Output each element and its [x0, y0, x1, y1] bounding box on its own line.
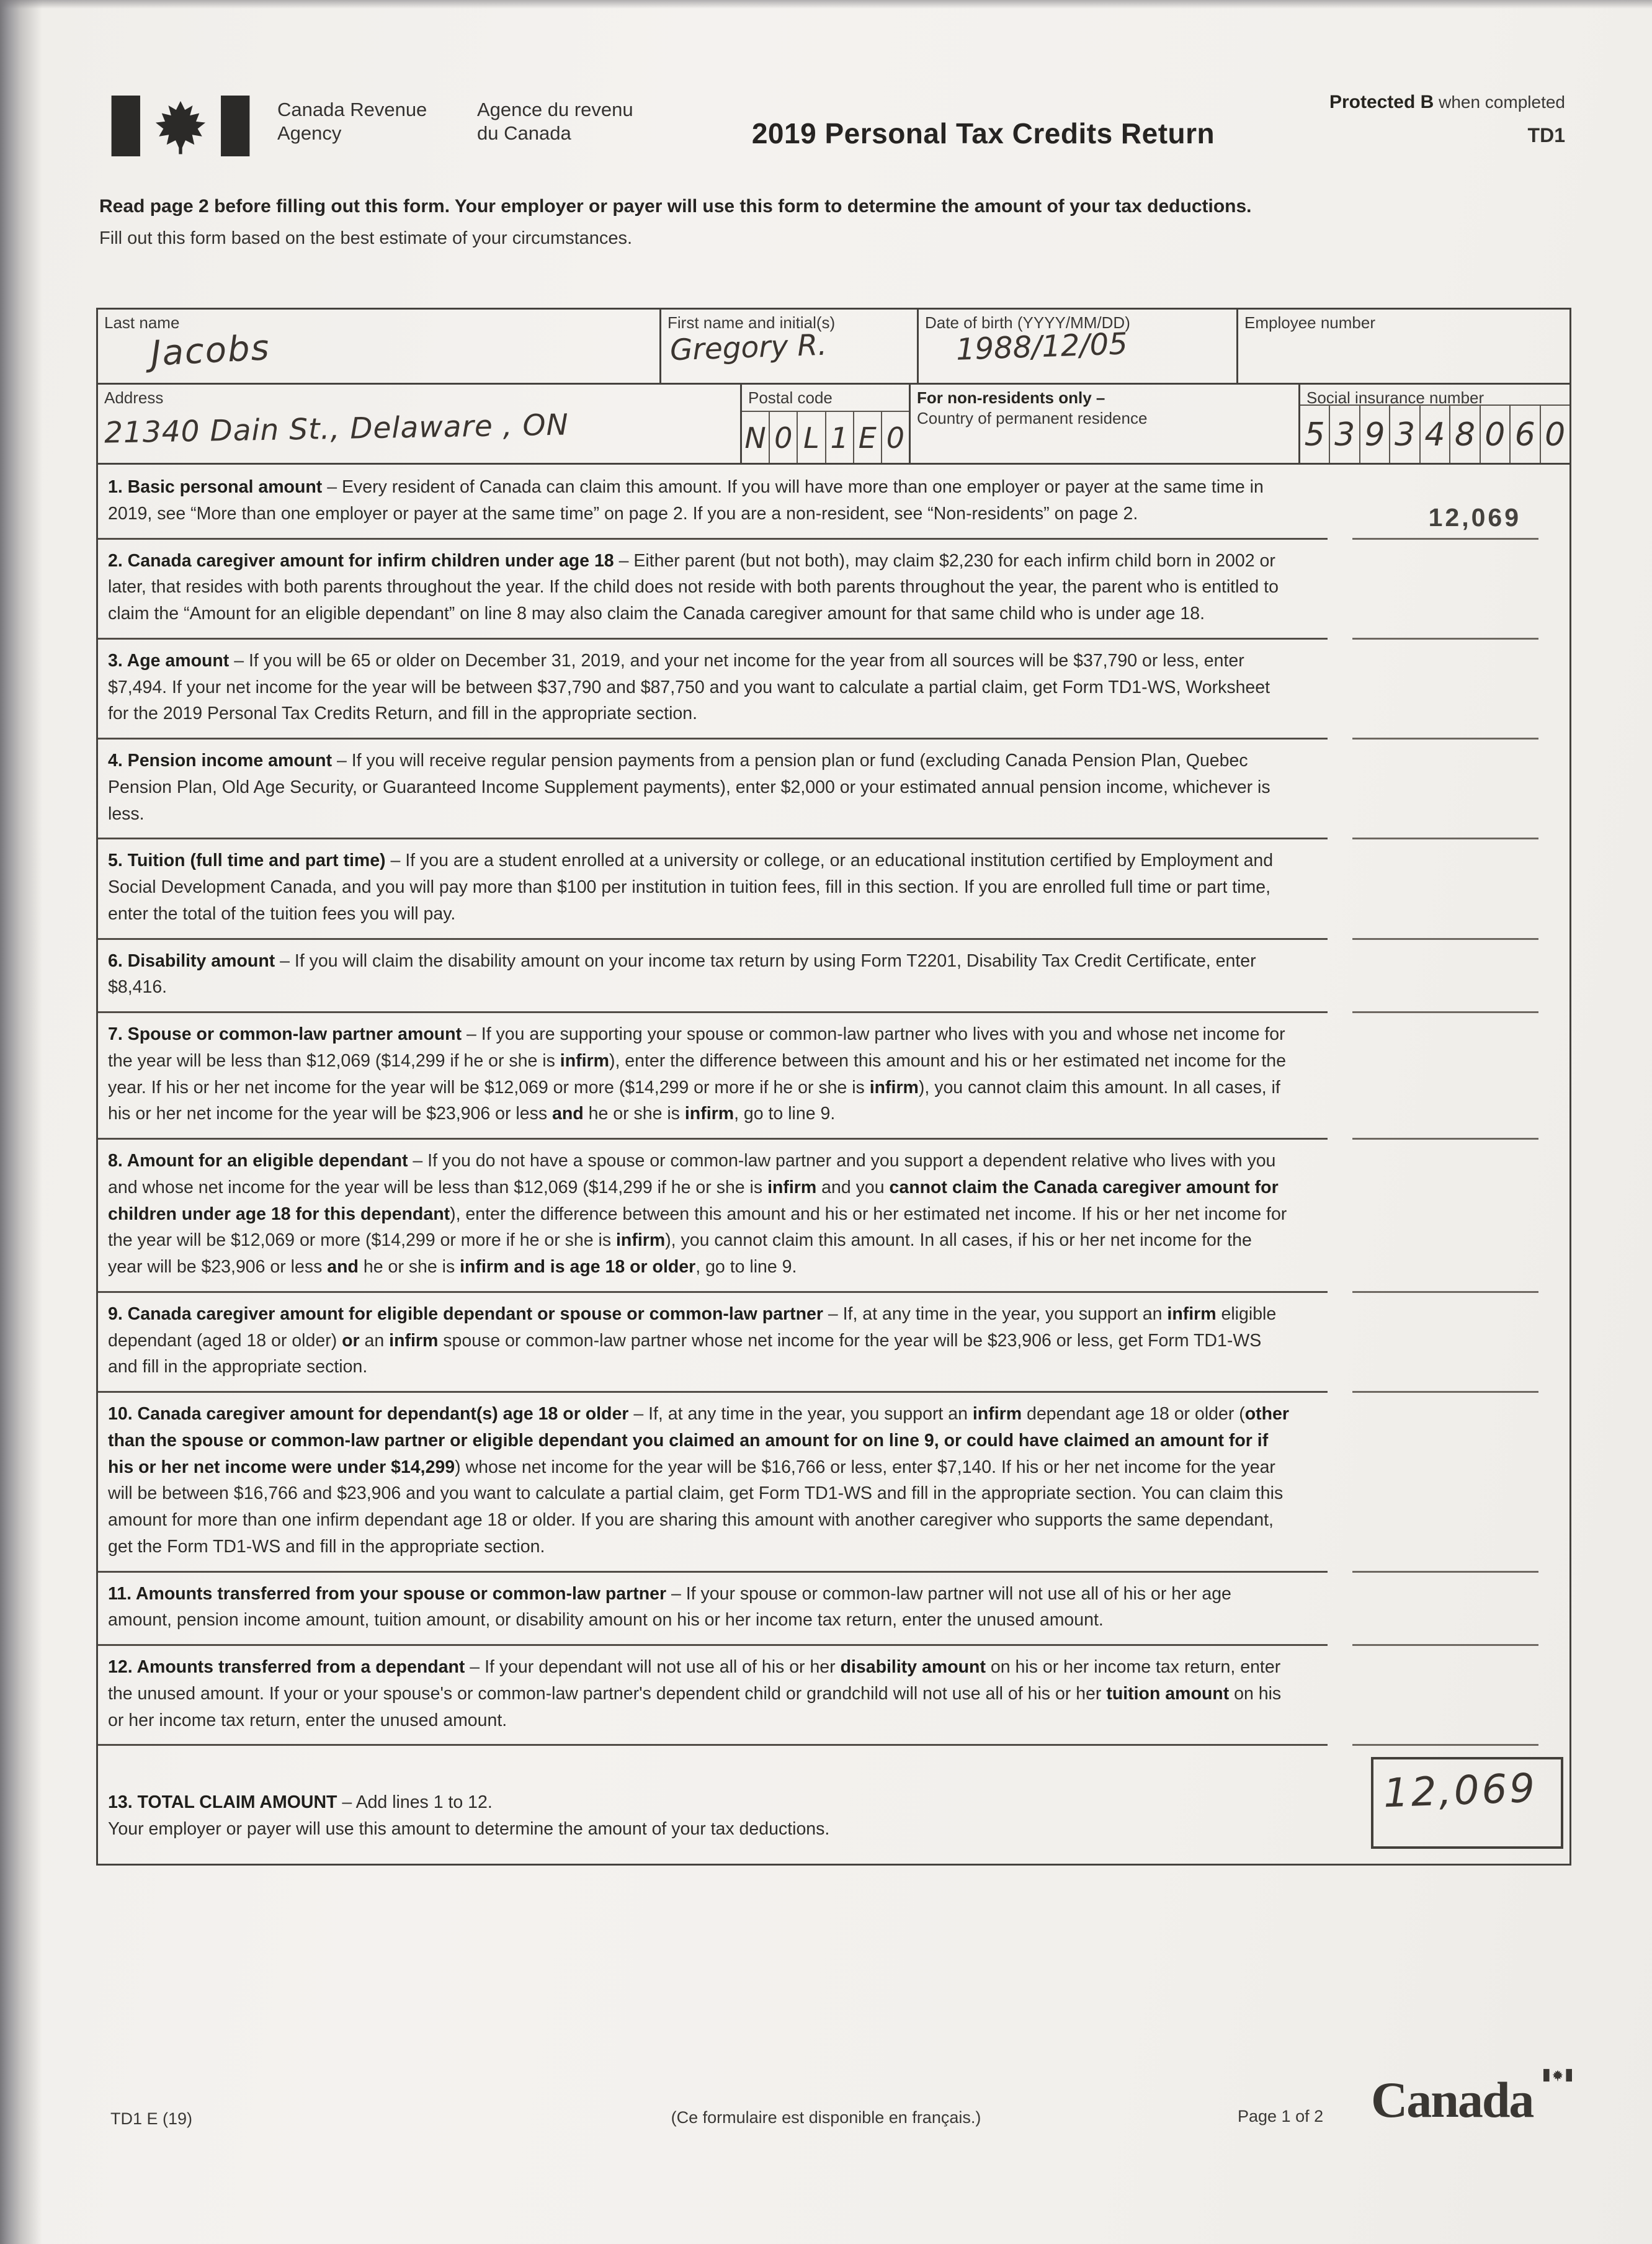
address-value: 21340 Dain St., Delaware , ON — [104, 408, 569, 450]
intro-line: Fill out this form based on the best estimate of your circumstances. — [99, 228, 633, 248]
sin-digit-box[interactable]: 6 — [1509, 406, 1539, 464]
section-12-amount-field[interactable] — [1328, 1645, 1569, 1745]
postal-code-label: Postal code — [748, 388, 833, 407]
canada-wordmark-text: Canada — [1371, 2072, 1534, 2128]
section-13-amount-field[interactable] — [1328, 1745, 1569, 1864]
section-7-amount-field[interactable] — [1328, 1012, 1569, 1138]
section-9 — [98, 1292, 1569, 1392]
date-of-birth-value: 1988/12/05 — [955, 326, 1128, 367]
form-code: TD1 — [1527, 124, 1565, 146]
non-resident-sublabel: Country of permanent residence — [917, 409, 1148, 427]
section-8-amount-field[interactable] — [1328, 1138, 1569, 1292]
protected-b-label: Protected B when completed — [1329, 92, 1565, 112]
section-6-text: 6. Disability amount – If you will claim the disability amount on your income tax return by using Form T2201, Disability Tax Credit Certificate, enter $8,416. — [108, 950, 1256, 998]
last-name-label: Last name — [104, 313, 180, 332]
section-7 — [98, 1012, 1569, 1138]
sin-digit-box[interactable]: 3 — [1389, 406, 1419, 464]
section-12 — [98, 1645, 1569, 1745]
section-13 — [98, 1745, 1569, 1864]
sin-digit-box[interactable]: 0 — [1540, 406, 1569, 464]
section-10-text: 10. Canada caregiver amount for dependant(s) age 18 or older – If, at any time in the year, you support an infirm dependant age 18 or older (other than the spouse or common-law partner or eligible dependant you claimed an amount for on line 9, or could have claimed an amount for if his or her net income were under $14,299) whose net income for the year will be $16,766 or less, enter $7,140. If his or her net income for the year will be between $16,766 and $23,906 and you want to calculate a partial claim, get Form TD1-WS and fill in the appropriate section. You can claim this amount for more than one infirm dependant age 18 or older. If you are sharing this amount with another caregiver who supports the same dependant, get the Form TD1-WS and fill in the appropriate section. — [108, 1404, 1289, 1557]
section-3 — [98, 638, 1569, 738]
sin-digit-box[interactable]: 0 — [1480, 406, 1509, 464]
agency-name-fr: Agence du revenu du Canada — [477, 99, 633, 144]
canada-wordmark — [1371, 2071, 1576, 2129]
section-4-text: 4. Pension income amount – If you will receive regular pension payments from a pension plan or fund (excluding Canada Pension Plan, Quebec Pension Plan, Old Age Security, or Guaranteed Income Supplement payments), enter $2,000 or your estimated annual pension income, whichever is less. — [108, 751, 1270, 824]
section-11-text: 11. Amounts transferred from your spouse or common-law partner – If your spouse or common-law partner will not use all of his or her age amount, pension income amount, tuition amount, or disability amount on his or her income tax return, enter the unused amount. — [108, 1583, 1231, 1630]
intro-instructions — [99, 196, 1476, 249]
scan-edge-shadow — [0, 0, 43, 2244]
section-2 — [98, 539, 1569, 638]
section-6 — [98, 939, 1569, 1012]
non-resident-field[interactable] — [909, 385, 1298, 464]
sin-digit-box[interactable]: 5 — [1304, 416, 1325, 454]
section-5-amount-field[interactable] — [1328, 838, 1569, 938]
postal-code-box[interactable]: N — [744, 421, 766, 455]
first-name-field[interactable] — [659, 310, 917, 383]
canada-flag-icon — [109, 96, 252, 156]
section-1-amount-field[interactable] — [1328, 465, 1569, 539]
section-4-amount-field[interactable] — [1328, 738, 1569, 838]
sin-digit-box[interactable]: 3 — [1329, 406, 1359, 464]
postal-code-box[interactable]: 1 — [825, 412, 853, 464]
address-label: Address — [104, 388, 164, 407]
section-10-amount-field[interactable] — [1328, 1392, 1569, 1571]
last-name-field[interactable] — [98, 310, 659, 383]
postal-code-boxes — [742, 411, 909, 464]
section-13-text: 13. TOTAL CLAIM AMOUNT – Add lines 1 to 12. Your employer or payer will use this amount to determine the amount of your tax deductions. — [108, 1792, 830, 1839]
form-title: 2019 Personal Tax Credits Return — [751, 117, 1215, 150]
first-name-label: First name and initial(s) — [667, 313, 836, 332]
sin-boxes — [1300, 405, 1569, 464]
last-name-value: Jacobs — [150, 328, 272, 374]
section-8 — [98, 1138, 1569, 1292]
section-11-amount-field[interactable] — [1328, 1571, 1569, 1645]
section-6-amount-field[interactable] — [1328, 939, 1569, 1012]
sin-digit-box[interactable]: 4 — [1419, 406, 1449, 464]
postal-code-box[interactable]: E — [853, 412, 881, 464]
section-3-text: 3. Age amount – If you will be 65 or older on December 31, 2019, and your net income for the year from all sources will be $37,790 or less, enter $7,494. If your net income for the year will be between $37,790 and $87,750 and you want to calculate a partial claim, get Form TD1-WS, Worksheet for the 2019 Personal Tax Credits Return, and fill in the appropriate section. — [108, 650, 1270, 724]
section-2-text: 2. Canada caregiver amount for infirm children under age 18 – Either parent (but not both), may claim $2,230 for each infirm child born in 2002 or later, that resides with both parents throughout the year. If the child does not reside with both parents throughout the year, the parent who is entitled to claim the “Amount for an eligible dependant” on line 8 may also claim the Canada caregiver amount for that same child who is under age 18. — [108, 550, 1279, 624]
section-12-text: 12. Amounts transferred from a dependant – If your dependant will not use all of his or her disability amount on his or her income tax return, enter the unused amount. If your or your spouse's or common-law partner's dependent child or grandchild will not use all of his or her tuition amount on his or her income tax return, enter the unused amount. — [108, 1657, 1282, 1730]
sin-field[interactable] — [1298, 385, 1569, 464]
first-name-value: Gregory R. — [669, 328, 828, 368]
sections — [98, 465, 1569, 1864]
section-7-text: 7. Spouse or common-law partner amount – If you are supporting your spouse or common-law partner who lives with you and whose net income for the year will be less than $12,069 ($14,299 if he or she is infirm), enter the difference between this amount and his or her estimated net income for the year. If his or her net income for the year will be $12,069 or more ($14,299 or more if he or she is infirm), you cannot claim this amount. In all cases, if his or her net income for the year will be $23,906 or less and he or she is infirm, go to line 9. — [108, 1024, 1286, 1124]
agency-name-en: Canada Revenue Agency — [277, 99, 427, 144]
section-3-amount-field[interactable] — [1328, 638, 1569, 738]
section-1 — [98, 465, 1569, 539]
french-availability-note: (Ce formulaire est disponible en français.) — [671, 2108, 981, 2127]
section-10 — [98, 1392, 1569, 1571]
section-1-text: 1. Basic personal amount – Every resident of Canada can claim this amount. If you will have more than one employer or payer at the same time in 2019, see “More than one employer or payer at the same time” on page 2. If you are a non-resident, see “Non-residents” on page 2. — [108, 477, 1264, 524]
section-5 — [98, 838, 1569, 938]
postal-code-field[interactable] — [740, 385, 909, 464]
section-1-printed-amount: 12,069 — [1428, 503, 1521, 532]
sin-label: Social insurance number — [1306, 388, 1485, 407]
wordmark-flag-icon — [1543, 2067, 1572, 2083]
employee-number-label: Employee number — [1244, 313, 1375, 332]
total-claim-amount-box[interactable] — [1371, 1757, 1563, 1849]
page-indicator: Page 1 of 2 — [1238, 2107, 1324, 2126]
section-9-text: 9. Canada caregiver amount for eligible dependant or spouse or common-law partner – If, at any time in the year, you support an infirm eligible dependant (aged 18 or older) or an infirm spouse or common-law partner whose net income for the year will be $23,906 or less, get Form TD1-WS and fill in the appropriate section. — [108, 1303, 1277, 1377]
section-5-text: 5. Tuition (full time and part time) – If you are a student enrolled at a university or college, or an educational institution certified by Employment and Social Development Canada, and you will pay more than $100 per institution in tuition fees, fill in this section. If you are enrolled full time or part time, enter the total of the tuition fees you will pay. — [108, 851, 1274, 924]
postal-code-box[interactable]: L — [797, 412, 824, 464]
employee-number-field[interactable] — [1236, 310, 1569, 383]
date-of-birth-field[interactable] — [917, 310, 1236, 383]
postal-code-box[interactable]: 0 — [769, 412, 797, 464]
total-claim-amount-value: 12,069 — [1382, 1765, 1538, 1817]
sin-digit-box[interactable]: 9 — [1359, 406, 1389, 464]
scan-top-shadow — [0, 0, 1652, 9]
address-field[interactable] — [98, 385, 740, 464]
identity-table — [96, 308, 1571, 464]
credit-sections-box — [96, 463, 1571, 1866]
intro-line-bold: Read page 2 before filling out this form. Your employer or payer will use this form to determine the amount of your tax deductions. — [99, 196, 1252, 217]
section-11 — [98, 1571, 1569, 1645]
section-9-amount-field[interactable] — [1328, 1292, 1569, 1392]
form-version: TD1 E (19) — [110, 2109, 193, 2128]
date-of-birth-label: Date of birth (YYYY/MM/DD) — [925, 313, 1130, 332]
non-resident-label: For non-residents only – — [917, 388, 1105, 407]
postal-code-box[interactable]: 0 — [881, 412, 909, 464]
section-8-text: 8. Amount for an eligible dependant – If you do not have a spouse or common-law partner and you support a dependent relative who lives with you and whose net income for the year will be less than $12,069 ($14,299 if he or she is infirm and you cannot claim the Canada caregiver amount for children under age 18 for this dependant), enter the difference between this amount and his or her estimated net income. If his or her net income for the year will be $12,069 or more ($14,299 or more if he or she is infirm), you cannot claim this amount. In all cases, if his or her net income for the year will be $23,906 or less and he or she is infirm and is age 18 or older, go to line 9. — [108, 1151, 1287, 1277]
sin-digit-box[interactable]: 8 — [1449, 406, 1479, 464]
section-4 — [98, 738, 1569, 838]
section-2-amount-field[interactable] — [1328, 539, 1569, 638]
